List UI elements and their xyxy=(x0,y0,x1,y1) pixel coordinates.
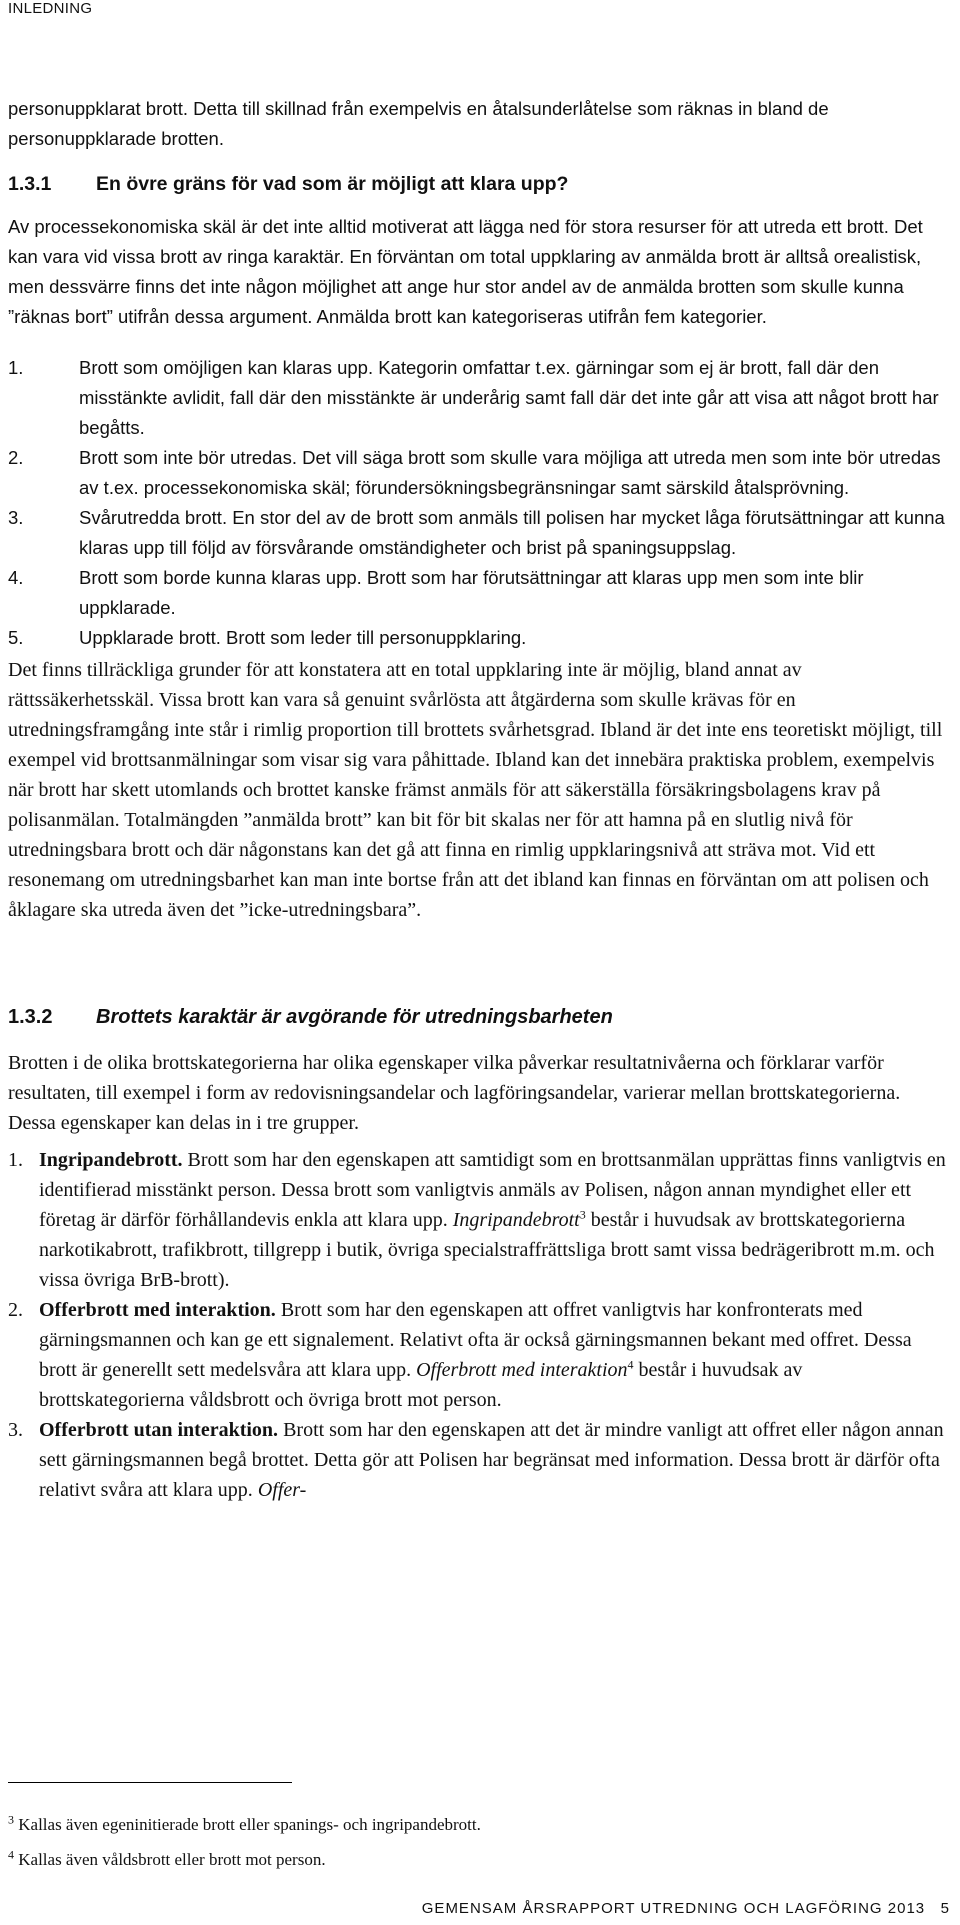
list-item: 4. Brott som borde kunna klaras upp. Brott som har förutsättningar att klaras upp men som inte blir uppklarade. xyxy=(8,567,864,618)
list-item: 2. Offerbrott med interaktion. Brott som har den egenskapen att offret vanligtvis har konfronterats med gärningsmannen och kan ge ett signalement. Relativt ofta är också gärningsmannen bekant med offret. Dessa brott är generellt sett medelsvåra att klara upp. Offerbrott med interaktion$^4$ består i huvudsak av brottskategorierna våldsbrott och övriga brott mot person. xyxy=(8,1299,912,1411)
list-item: 1. Ingripandebrott. Brott som har den egenskapen att samtidigt som en brottsanmälan upprättas finns vanligtvis en identifierad misstänkt person. Dessa brott som vanligtvis anmäls av Polisen, någon annan myndighet eller ett företag är därför förhållandevis enkla att klara upp. Ingripandebrott$^3$ består i huvudsak av brottskategorierna narkotikabrott, trafikbrott, tillgrepp i butik, övriga specialstraffrättsliga brott samt vissa bedrägeribrott m.m. och vissa övriga BrB-brott). xyxy=(8,1149,946,1291)
footer-title: GEMENSAM ÅRSRAPPORT UTREDNING OCH LAGFÖRING 2013 xyxy=(421,1900,926,1917)
footnote-4: $^4$ Kallas även våldsbrott eller brott mot person. xyxy=(8,1847,326,1869)
footnote-ref[interactable]: 4 xyxy=(627,1357,634,1372)
list-item: 2. Brott som inte bör utredas. Det vill säga brott som skulle vara möjliga att utreda men som inte bör utredas av t.ex. processekonomiska skäl; förundersökningsbegränsningar samt särskild åtalsprövning. xyxy=(8,447,941,498)
running-header: INLEDNING xyxy=(8,0,93,17)
section-number: 1.3.2 xyxy=(8,1006,53,1028)
section-1-3-2-paragraph: Brotten i de olika brottskategorierna har olika egenskaper vilka påverkar resultatnivåerna och förklarar varför resultaten, till exempel i form av redovisningsandelar och lagföringsandelar, varierar mellan brottskategorierna. Dessa egenskaper kan delas in i tre grupper. xyxy=(8,1052,901,1134)
section-title: En övre gräns för vad som är möjligt att klara upp? xyxy=(96,173,569,195)
category-list xyxy=(8,353,952,653)
list-item: 5. Uppklarade brott. Brott som leder till personuppklaring. xyxy=(8,627,527,648)
section-number: 1.3.1 xyxy=(8,173,52,195)
footnote-ref[interactable]: 3 xyxy=(579,1207,586,1222)
section-1-3-1-paragraph-2: Det finns tillräckliga grunder för att konstatera att en total uppklaring inte är möjlig, bland annat av rättssäkerhetsskäl. Vissa brott kan vara så genuint svårlösta att åtgärderna som skulle krävas för en utredningsframgång inte står i rimlig proportion till brottets svårhetsgrad. Ibland är det inte ens teoretiskt möjligt, till exempel vid brottsanmälningar som visar sig vara påhittade. Ibland kan det innebära praktiska problem, exempelvis när brott har skett utomlands och brottet kanske främst anmäls för att säkerställa försäkringsbolagens krav på polisanmälan. Totalmängden ”anmälda brott” kan bit för bit skalas ner för att hamna på en slutlig nivå för utredningsbara brott och där någonstans kan det gå att finna en rimlig uppklaringsnivå att sträva mot. Vid ett resonemang om utredningsbarhet kan man inte bortse från att det ibland kan finnas en förväntan om att polisen och åklagare ska utreda även det ”icke-utredningsbara”. xyxy=(8,659,943,921)
list-item: 1. Brott som omöjligen kan klaras upp. Kategorin omfattar t.ex. gärningar som ej är brott, fall där den misstänkte avlidit, fall där den misstänkte är underårig samt fall där det inte går att visa att något brott har begåtts. xyxy=(8,357,939,438)
running-footer xyxy=(422,1900,950,1917)
intro-paragraph: personuppklarat brott. Detta till skillnad från exempelvis en åtalsunderlåtelse som räknas in bland de personuppklarade brotten. xyxy=(8,98,829,149)
section-heading-1-3-2 xyxy=(8,1006,952,1029)
list-item: 3. Svårutredda brott. En stor del av de brott som anmäls till polisen har mycket låga förutsättningar att kunna klaras upp till följd av försvårande omständigheter och brist på spaningsuppslag. xyxy=(8,507,945,558)
crime-type-list xyxy=(8,1145,952,1505)
section-1-3-1-paragraph: Av processekonomiska skäl är det inte alltid motiverat att lägga ned för stora resurser för att utreda ett brott. Det kan vara vid vissa brott av ringa karaktär. En förväntan om total uppklaring av anmälda brott är alltså orealistisk, men dessvärre finns det inte någon möjlighet att ange hur stor andel av de anmälda brotten som skulle kunna ”räknas bort” utifrån dessa argument. Anmälda brott kan kategoriseras utifrån fem kategorier. xyxy=(8,216,923,327)
list-item: 3. Offerbrott utan interaktion. Brott som har den egenskapen att det är mindre vanligt att offret eller någon annan sett gärningsmannen begå brottet. Detta gör att Polisen har begränsat med information. Dessa brott är därför ofta relativt svåra att klara upp. Offer- xyxy=(8,1419,944,1501)
section-title: Brottets karaktär är avgörande för utredningsbarheten xyxy=(96,1006,613,1028)
footnote-divider xyxy=(8,1782,292,1783)
section-heading-1-3-1 xyxy=(8,173,952,196)
page-number: 5 xyxy=(940,1900,950,1917)
footnote-3: $^3$ Kallas även egeninitierade brott eller spanings- och ingripandebrott. xyxy=(8,1812,481,1834)
